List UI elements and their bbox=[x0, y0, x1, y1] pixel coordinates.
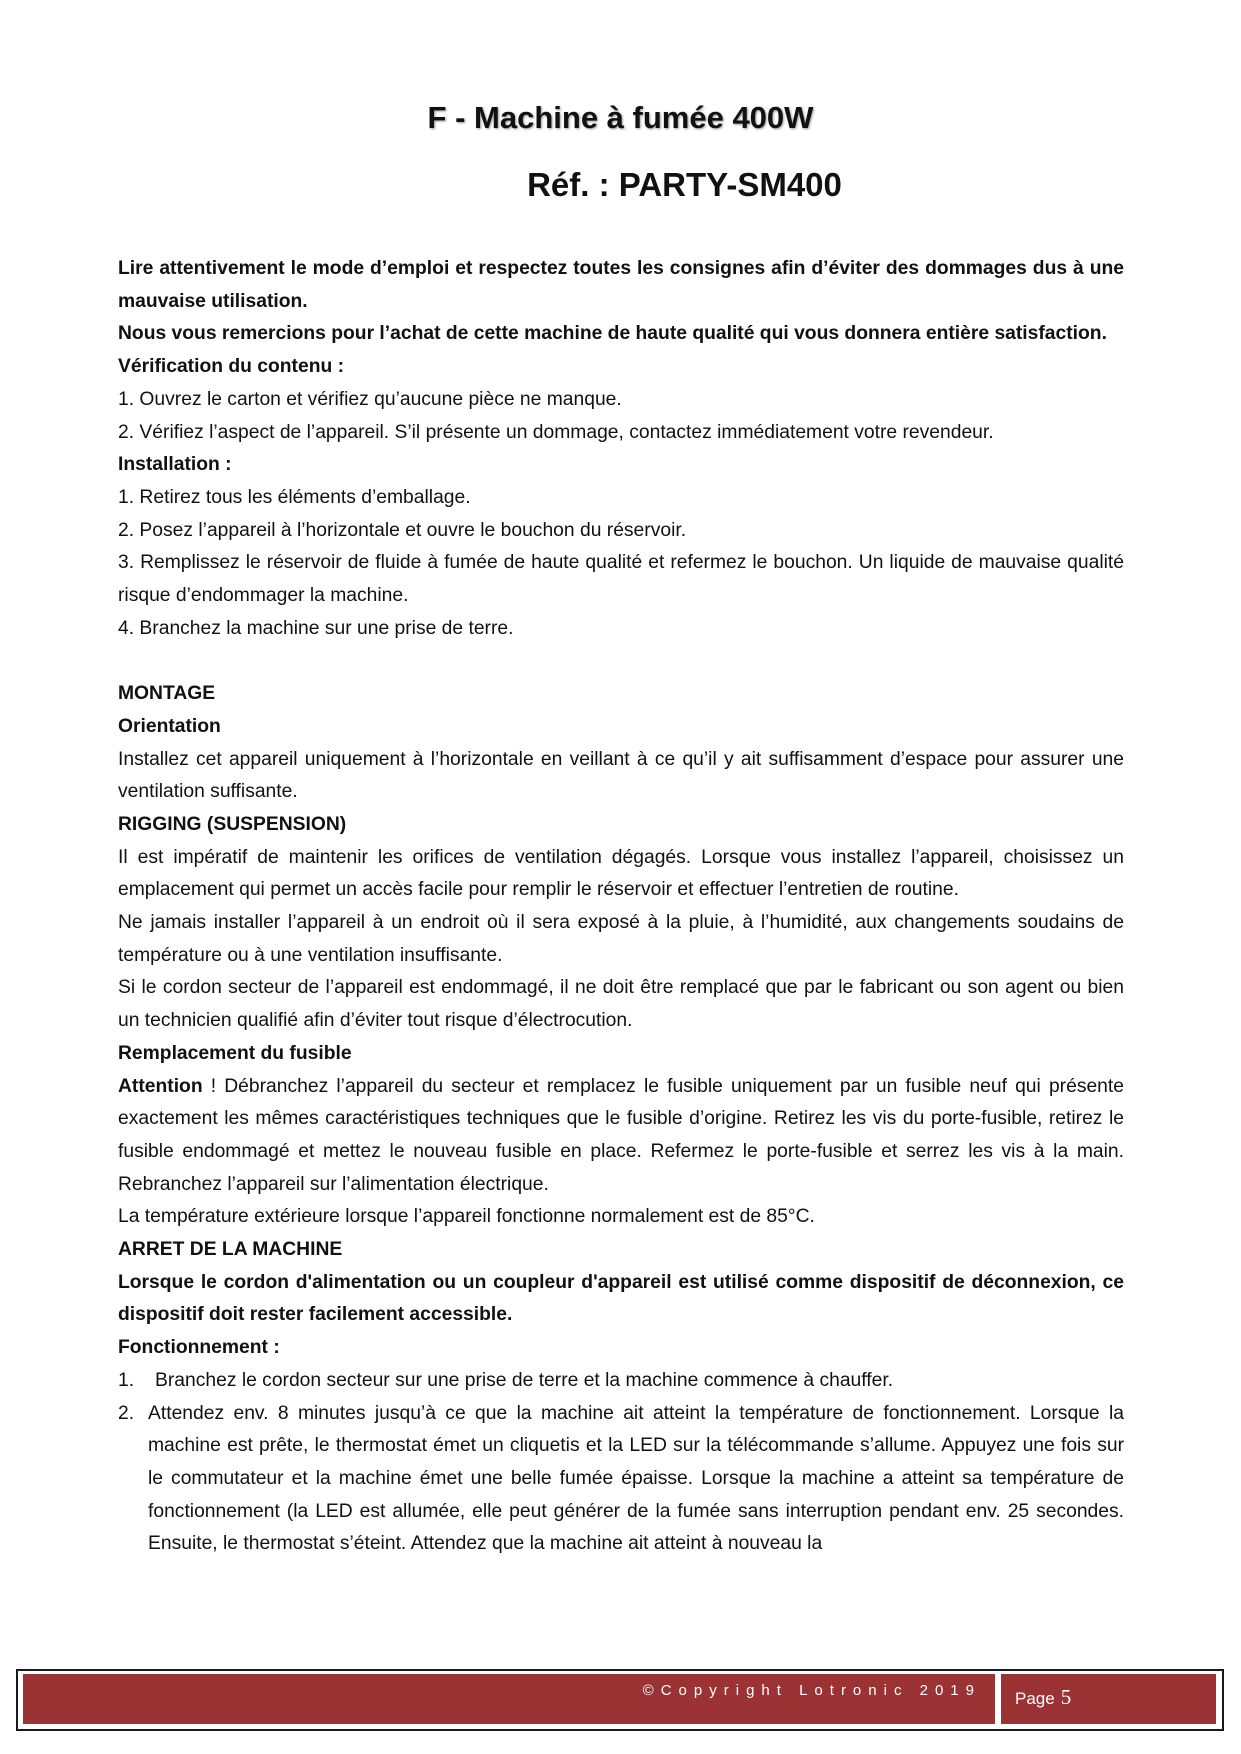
operation-steps bbox=[118, 1365, 1124, 1561]
step-number: 1. bbox=[118, 1369, 135, 1391]
product-reference: Réf. : PARTY-SM400 bbox=[527, 166, 842, 203]
rigging-paragraph: Si le cordon secteur de l’appareil est endommagé, il ne doit être remplacé que par le fabricant ou son agent ou bien un technicien qualifié afin d’éviter tout risque d’électrocution. bbox=[118, 977, 1124, 1032]
list-item: 1. Ouvrez le carton et vérifiez qu’aucune pièce ne manque. bbox=[118, 388, 622, 410]
orientation-heading: Orientation bbox=[118, 715, 221, 737]
stop-warning: Lorsque le cordon d'alimentation ou un coupleur d'appareil est utilisé comme dispositif de déconnexion, ce dispositif doit rester facilement accessible. bbox=[118, 1271, 1124, 1326]
list-item: 2. Posez l’appareil à l’horizontale et ouvre le bouchon du réservoir. bbox=[118, 519, 687, 541]
copyright-bar: ©Copyright Lotronic 2019 bbox=[23, 1674, 995, 1724]
manual-body bbox=[118, 253, 1124, 1561]
fuse-heading: Remplacement du fusible bbox=[118, 1042, 352, 1064]
rigging-paragraph: Il est impératif de maintenir les orifices de ventilation dégagés. Lorsque vous installez l’appareil, choisissez un emplacement qui permet un accès facile pour remplir le réservoir et effectuer l’entretien de routine. bbox=[118, 846, 1124, 901]
verification-heading: Vérification du contenu : bbox=[118, 356, 345, 378]
list-item: 2. Vérifiez l’aspect de l’appareil. S’il présente un dommage, contactez immédiatement votre revendeur. bbox=[118, 421, 994, 443]
step-text: Branchez le cordon secteur sur une prise de terre et la machine commence à chauffer. bbox=[155, 1369, 894, 1391]
fuse-paragraph bbox=[118, 1071, 1124, 1202]
intro-thanks: Nous vous remercions pour l’achat de cette machine de haute qualité qui vous donnera entière satisfaction. bbox=[118, 323, 1107, 345]
list-item: 1. Retirez tous les éléments d’emballage. bbox=[118, 486, 471, 508]
rigging-heading: RIGGING (SUSPENSION) bbox=[118, 813, 347, 835]
list-item: 3. Remplissez le réservoir de fluide à fumée de haute qualité et refermez le bouchon. Un liquide de mauvaise qualité risque d’endommager la machine. bbox=[118, 552, 1124, 607]
step-text: Attendez env. 8 minutes jusqu’à ce que la machine ait atteint la température de fonctionnement. Lorsque la machine est prête, le thermostat émet un cliquetis et la LED sur la télécommande s’allume. Appuyez une fois sur le commutateur et la machine émet une belle fumée épaisse. Lorsque la machine a atteint sa température de fonctionnement (la LED est allumée, elle peut générer de la fumée sans interruption pendant env. 25 secondes. Ensuite, le thermostat s’éteint. Attendez que la machine ait atteint à nouveau la bbox=[148, 1402, 1124, 1555]
spacer bbox=[118, 645, 1124, 678]
page-label: Page bbox=[1015, 1689, 1055, 1708]
intro-warning: Lire attentivement le mode d’emploi et respectez toutes les consignes afin d’éviter des dommages dus à une mauvaise utilisation. bbox=[118, 258, 1124, 312]
installation-heading: Installation : bbox=[118, 454, 232, 476]
list-item bbox=[118, 1365, 1124, 1398]
orientation-text: Installez cet appareil uniquement à l’horizontale en veillant à ce qu’il y ait suffisamment d’espace pour assurer une ventilation suffisante. bbox=[118, 748, 1124, 803]
page-number: 5 bbox=[1060, 1685, 1072, 1709]
operation-heading: Fonctionnement : bbox=[118, 1337, 280, 1359]
attention-text: ! Débranchez l’appareil du secteur et remplacez le fusible uniquement par un fusible neuf qui présente exactement les mêmes caractéristiques techniques que le fusible d’origine. Retirez les vis du porte-fusible, retirez le fusible endommagé et mettez le nouveau fusible en place. Refermez le porte-fusible et serrez les vis à la main. Rebranchez l’appareil sur l’alimentation électrique. bbox=[118, 1075, 1124, 1195]
temperature-note: La température extérieure lorsque l’appareil fonctionne normalement est de 85°C. bbox=[118, 1206, 815, 1228]
step-number: 2. bbox=[118, 1402, 135, 1424]
list-item: 4. Branchez la machine sur une prise de terre. bbox=[118, 617, 514, 639]
montage-heading: MONTAGE bbox=[118, 683, 216, 705]
attention-label: Attention bbox=[118, 1075, 203, 1097]
page-indicator bbox=[1001, 1674, 1216, 1724]
document-title: F - Machine à fumée 400W bbox=[427, 100, 814, 135]
stop-heading: ARRET DE LA MACHINE bbox=[118, 1239, 343, 1261]
list-item bbox=[118, 1398, 1124, 1562]
rigging-paragraph: Ne jamais installer l’appareil à un endroit où il sera exposé à la pluie, à l’humidité, aux changements soudains de température ou à une ventilation insuffisante. bbox=[118, 912, 1124, 966]
